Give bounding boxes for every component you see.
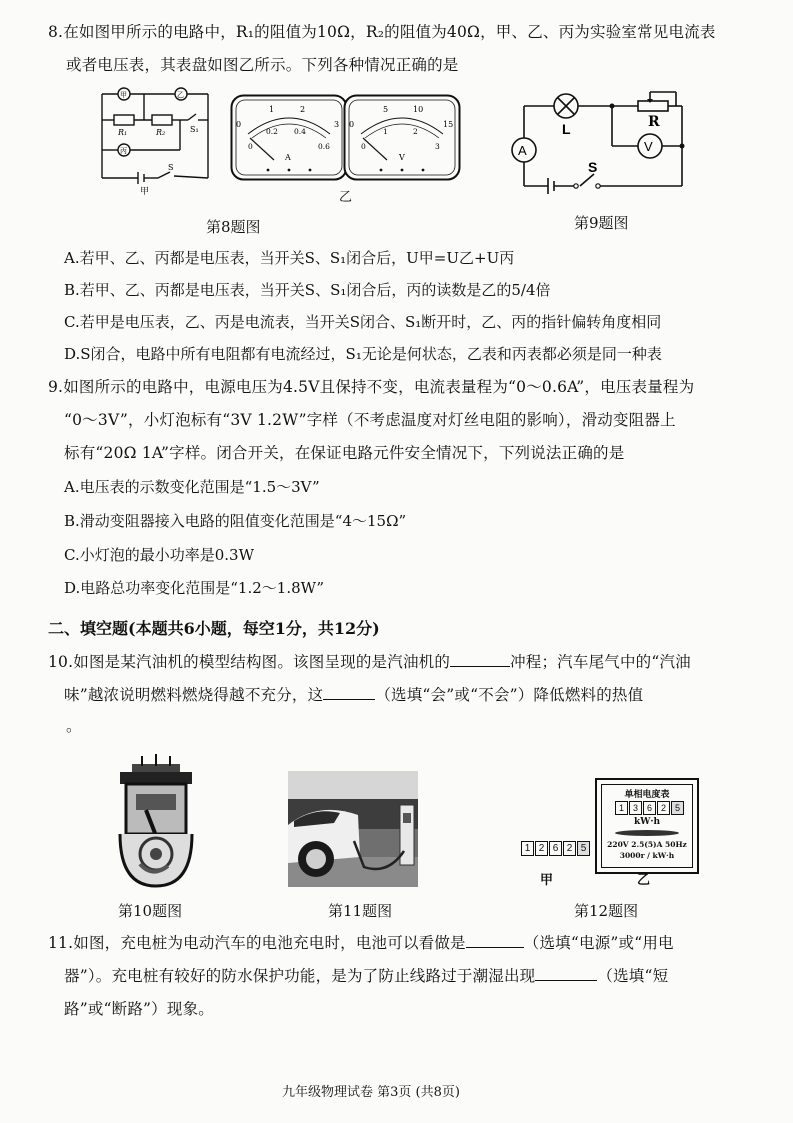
q8-line-1: 8.在如图甲所示的电路中，R₁的阻值为10Ω，R₂的阻值为40Ω，甲、乙、丙为实验室常见电流表 — [48, 23, 716, 41]
q10-line-1 — [48, 652, 691, 672]
voltmeter-top-0: 0 — [349, 120, 355, 129]
q11-line-1 — [48, 933, 674, 953]
fig11-charging-car-photo — [288, 771, 418, 887]
fig9-label-v: V — [644, 139, 653, 154]
fig12-meter-title: 单相电度表 — [624, 790, 670, 800]
fig8-label-yi-dials: 乙 — [339, 190, 353, 205]
fig12-jia-digits — [521, 841, 590, 856]
ammeter-top-2: 2 — [300, 105, 306, 114]
q10-blank-1[interactable] — [450, 652, 510, 667]
voltmeter-bottom-0: 0 — [361, 142, 366, 151]
fig12-rotor-disc — [615, 830, 679, 836]
q8-option-b: B.若甲、乙、丙都是电压表，当开关S、S₁闭合后，丙的读数是乙的5/4倍 — [64, 281, 551, 299]
fig8-bottom-jia: 甲 — [140, 187, 150, 196]
q11-blank-2[interactable] — [535, 966, 597, 981]
voltmeter-top-2: 10 — [413, 105, 424, 114]
fig8-label-s1: S₁ — [190, 125, 199, 134]
q10-line-2a: 味”越浓说明燃料燃烧得越不充分，这 — [64, 686, 324, 704]
q11-line-1b: （选填“电源”或“用电 — [523, 934, 674, 952]
fig12-spec-2: 3000r / kW·h — [619, 851, 675, 860]
fig12-yi-digit-1: 1 — [615, 801, 628, 815]
fig12-jia-digit-1: 1 — [521, 841, 534, 856]
fig12-yi-digit-5: 5 — [671, 801, 684, 815]
fig9-label-s: S — [588, 159, 598, 175]
fig8-label-yi: 乙 — [177, 91, 184, 99]
fig9-caption: 第9题图 — [574, 214, 629, 232]
q11-line-3: 路”或“断路”）现象。 — [64, 1000, 214, 1018]
ammeter-bottom-3: 0.6 — [318, 142, 330, 151]
q10-line-1a: 10.如图是某汽油机的模型结构图。该图呈现的是汽油机的 — [48, 653, 451, 671]
q8-line-2: 或者电压表，其表盘如图乙所示。下列各种情况正确的是 — [66, 56, 459, 74]
fig12-yi-digit-2: 3 — [629, 801, 642, 815]
q11-line-2b: （选填“短 — [597, 967, 669, 985]
q10-line-3: 。 — [66, 717, 82, 735]
fig12-jia-digit-4: 2 — [563, 841, 576, 856]
voltmeter-bottom-1: 1 — [383, 127, 388, 136]
fig8-label-s: S — [168, 163, 174, 172]
voltmeter-unit: V — [399, 153, 405, 162]
fig8-voltmeter-dial — [343, 94, 461, 182]
fig12-jia-digit-3: 6 — [549, 841, 562, 856]
fig12-yi-digits — [615, 801, 684, 815]
q9-line-1: 9.如图所示的电路中，电源电压为4.5V且保持不变，电流表量程为“0～0.6A”，电压表量程为 — [48, 378, 695, 396]
q9-line-2: “0～3V”，小灯泡标有“3V 1.2W”字样（不考虑温度对灯丝电阻的影响），滑动变阻器上 — [64, 411, 676, 429]
fig8-caption: 第8题图 — [206, 218, 261, 236]
fig10-caption: 第10题图 — [118, 902, 183, 920]
fig8-label-r2: R₂ — [156, 128, 166, 137]
fig12-jia-digit-5: 5 — [577, 841, 590, 856]
q8-option-c: C.若甲是电压表，乙、丙是电流表，当开关S闭合、S₁断开时，乙、丙的指针偏转角度相同 — [64, 313, 662, 331]
q10-blank-2[interactable] — [323, 685, 375, 700]
q9-option-a: A.电压表的示数变化范围是“1.5～3V” — [64, 478, 320, 496]
voltmeter-bottom-2: 2 — [413, 127, 418, 136]
ammeter-unit: A — [285, 153, 291, 162]
ammeter-bottom-0: 0 — [248, 142, 253, 151]
q10-line-1b: 冲程；汽车尾气中的“汽油 — [510, 653, 691, 671]
q10-line-2b: （选填“会”或“不会”）降低燃料的热值 — [375, 686, 644, 704]
ammeter-top-3: 3 — [334, 120, 340, 129]
q11-line-1a: 11.如图，充电桩为电动汽车的电池充电时，电池可以看做是 — [48, 934, 466, 952]
fig12-meter-face — [595, 778, 699, 874]
fig12-jia-digit-2: 2 — [535, 841, 548, 856]
ammeter-bottom-2: 0.4 — [294, 127, 306, 136]
fig11-caption: 第11题图 — [328, 902, 393, 920]
fig12-unit: kW·h — [633, 817, 661, 827]
q9-option-b: B.滑动变阻器接入电路的阻值变化范围是“4～15Ω” — [64, 512, 407, 530]
fig12-label-jia: 甲 — [540, 873, 554, 888]
ammeter-bottom-1: 0.2 — [266, 127, 278, 136]
q8-option-d: D.S闭合，电路中所有电阻都有电流经过，S₁无论是何状态，乙表和丙表都必须是同一种表 — [64, 345, 662, 363]
fig9-label-a: A — [518, 143, 527, 158]
fig12-caption: 第12题图 — [574, 902, 639, 920]
fig8-circuit-jia — [96, 86, 216, 196]
fig9-label-l: L — [562, 121, 571, 137]
fig8-label-r1: R₁ — [118, 128, 128, 137]
fig12-spec-1: 220V 2.5(5)A 50Hz — [607, 840, 687, 849]
q11-line-2 — [64, 966, 668, 986]
q9-option-c: C.小灯泡的最小功率是0.3W — [64, 546, 254, 564]
q10-line-2 — [64, 685, 643, 705]
fig12-label-yi: 乙 — [637, 873, 651, 888]
fig9-label-r: R — [648, 114, 660, 130]
q8-option-a: A.若甲、乙、丙都是电压表，当开关S、S₁闭合后，U甲=U乙+U丙 — [64, 249, 515, 267]
section-2-heading: 二、填空题(本题共6小题，每空1分，共12分) — [48, 619, 380, 638]
fig8-label-bing: 丙 — [120, 147, 127, 155]
fig10-engine-image — [106, 754, 206, 894]
fig12-yi-digit-3: 6 — [643, 801, 656, 815]
fig12-yi-digit-4: 2 — [657, 801, 670, 815]
fig8-ammeter-dial — [230, 94, 348, 182]
ammeter-top-1: 1 — [269, 105, 275, 114]
fig9-circuit — [510, 86, 690, 194]
voltmeter-bottom-3: 3 — [435, 142, 440, 151]
q11-blank-1[interactable] — [466, 933, 524, 948]
fig8-label-jia: 甲 — [120, 91, 127, 99]
q11-line-2a: 器”）。充电桩有较好的防水保护功能，是为了防止线路过于潮湿出现 — [64, 967, 536, 985]
ammeter-top-0: 0 — [236, 120, 242, 129]
page-footer: 九年级物理试卷 第3页 (共8页) — [282, 1085, 460, 1100]
q9-line-3: 标有“20Ω 1A”字样。闭合开关，在保证电路元件安全情况下，下列说法正确的是 — [64, 444, 625, 462]
voltmeter-top-1: 5 — [383, 105, 389, 114]
q9-option-d: D.电路总功率变化范围是“1.2～1.8W” — [64, 579, 325, 597]
voltmeter-top-3: 15 — [443, 120, 454, 129]
